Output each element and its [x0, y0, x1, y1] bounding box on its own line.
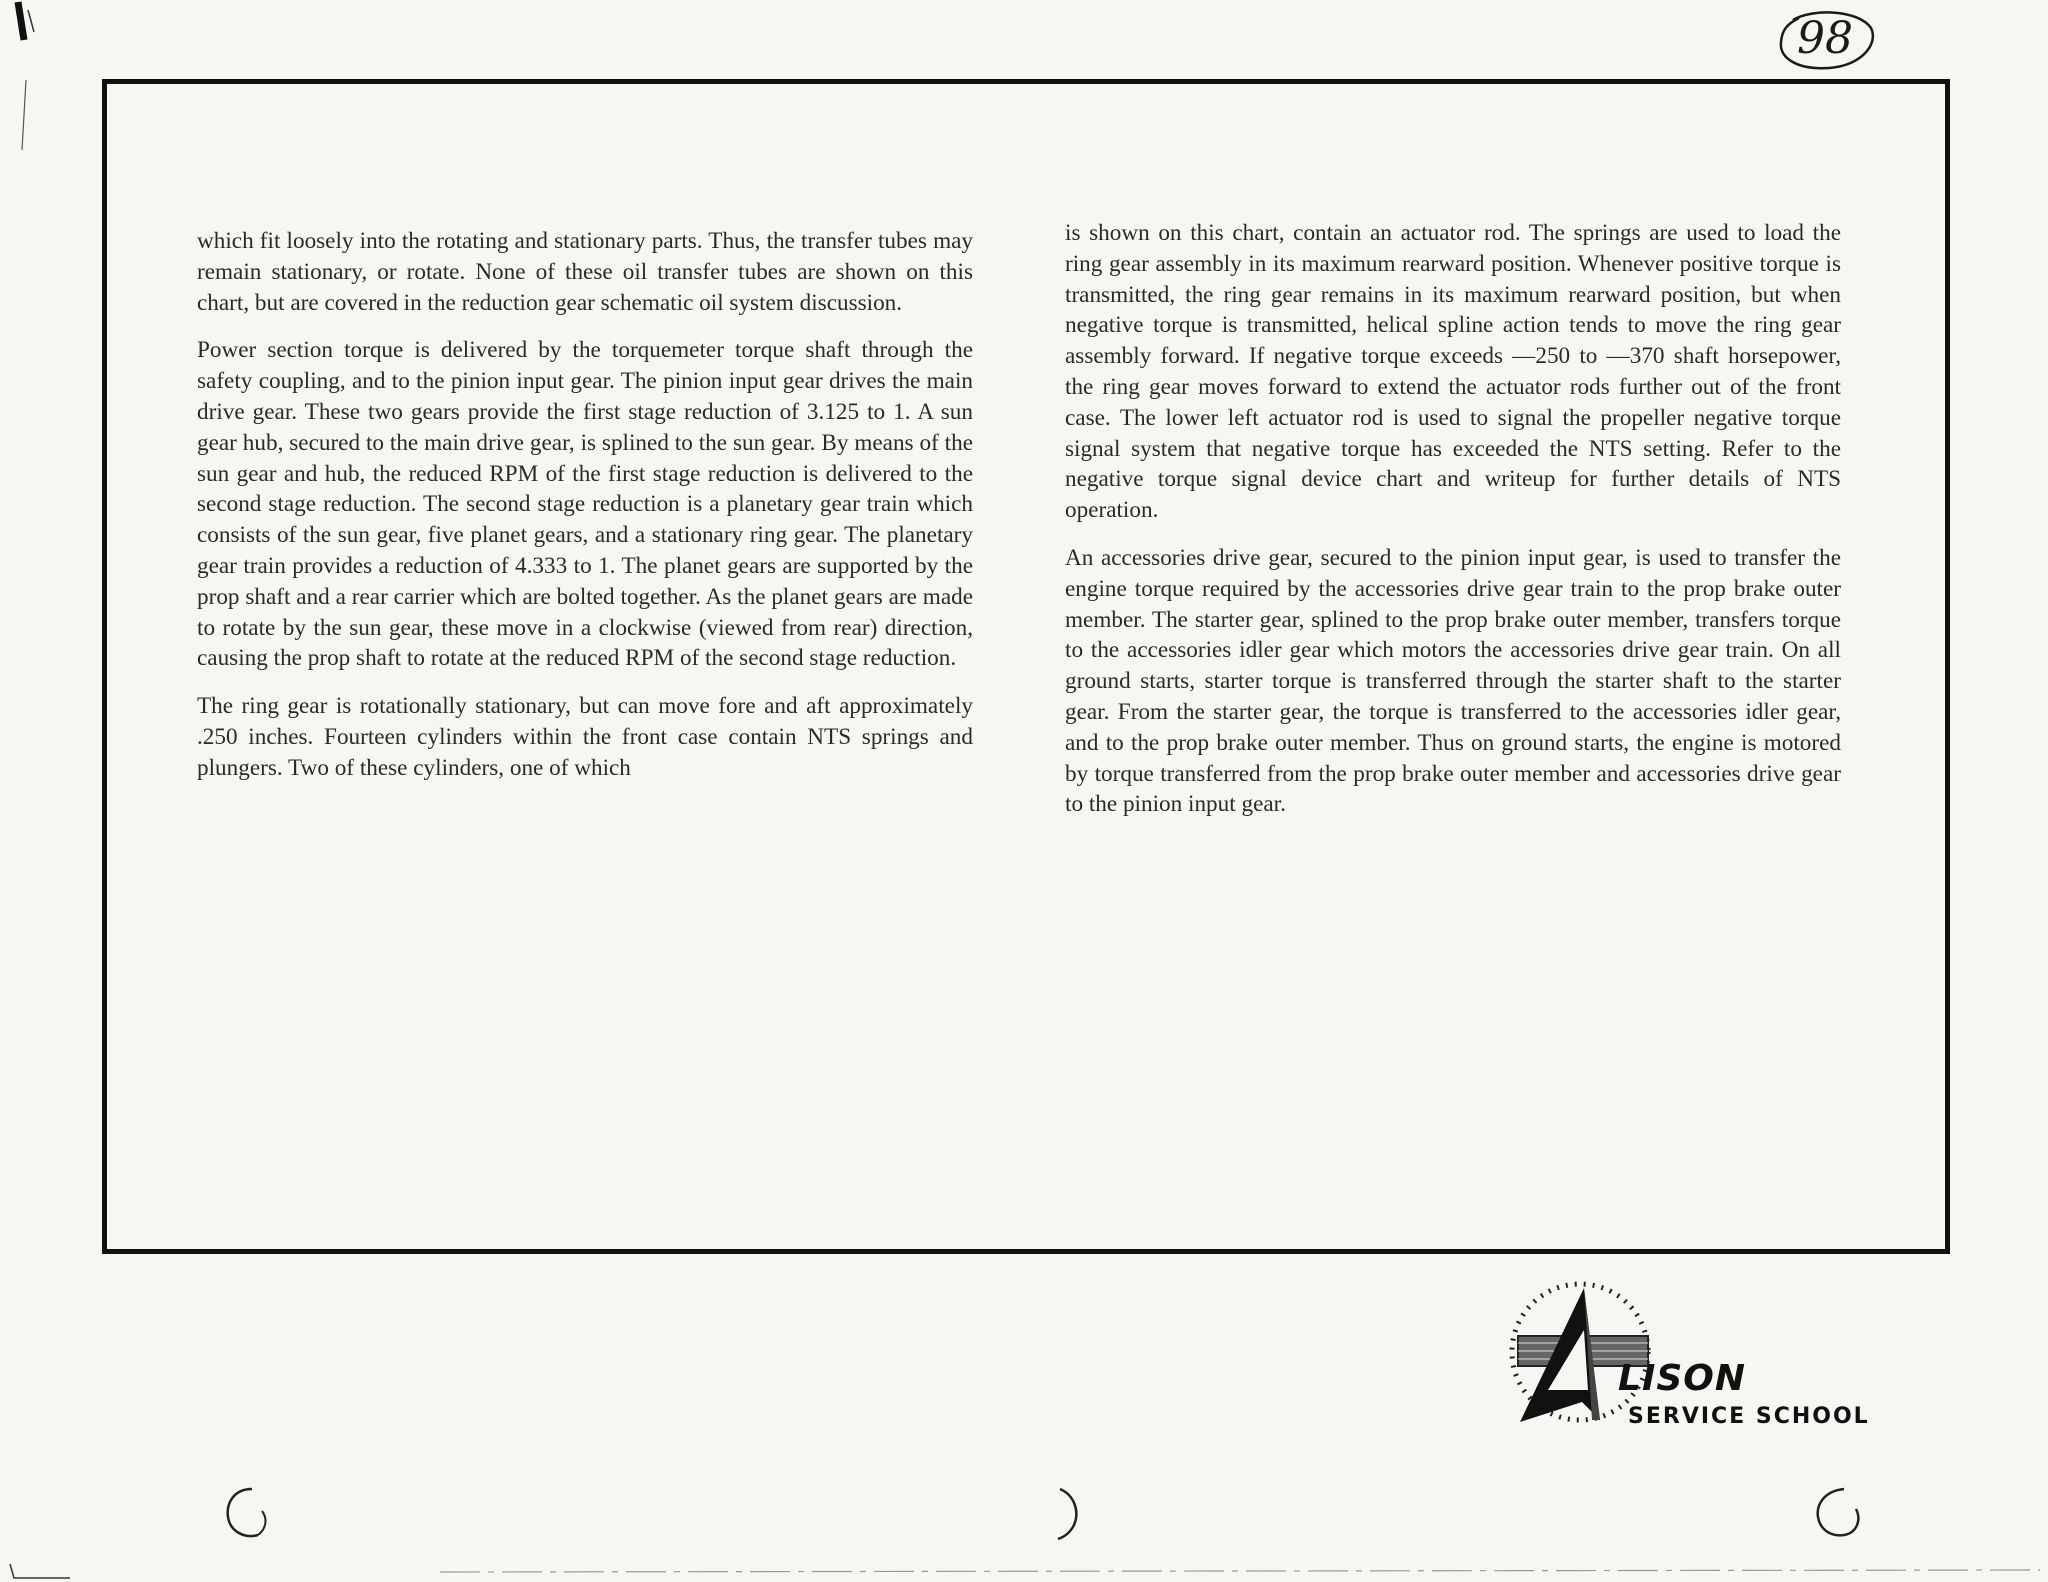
- binder-punch-hole-icon: [1040, 1485, 1096, 1541]
- text-column-right: [1065, 218, 1841, 837]
- page-number-text: 98: [1797, 13, 1853, 64]
- bottom-edge-line-icon: [0, 1560, 2048, 1580]
- logo-subtitle-text: SERVICE SCHOOL: [1628, 1404, 1870, 1429]
- page-number: [1773, 6, 1877, 72]
- paragraph: The ring gear is rotationally stationary, but can move fore and aft approximately .250 inches. Fourteen cylinders within the front case contain NTS springs and plungers. Two of these cylinders, one of which: [197, 693, 973, 781]
- binder-punch-hole-icon: [1810, 1485, 1866, 1541]
- paragraph: An accessories drive gear, secured to the pinion input gear, is used to transfer the engine torque required by the accessories drive gear train to the prop brake outer member. The starter gear, splined to the prop brake outer member, transfers torque to the accessories idler gear which motors the accessories drive gear train. On all ground starts, starter torque is transferred through the starter shaft to the starter gear. From the starter gear, the torque is transferred to the accessories idler gear, and to the prop brake outer member. Thus on ground starts, the engine is motored by torque transferred from the prop brake outer member and accessories drive gear to the pinion input gear.: [1065, 544, 1841, 818]
- margin-scratch-icon: [4, 0, 64, 180]
- text-column-left: [197, 226, 973, 801]
- allison-service-school-logo: [1500, 1270, 1880, 1440]
- paragraph: Power section torque is delivered by the torquemeter torque shaft through the safety coupling, and to the pinion input gear. The pinion input gear drives the main drive gear. These two gears provide the first stage reduction of 3.125 to 1. A sun gear hub, secured to the main drive gear, is splined to the sun gear. By means of the sun gear and hub, the reduced RPM of the first stage reduction is delivered to the second stage reduction. The second stage reduction is a planetary gear train which consists of the sun gear, five planet gears, and a stationary ring gear. The planetary gear train provides a reduction of 4.333 to 1. The planet gears are supported by the prop shaft and a rear carrier which are bolted together. As the planet gears are made to rotate by the sun gear, these move in a clockwise (viewed from rear) direction, causing the prop shaft to rotate at the reduced RPM of the second stage reduction.: [197, 337, 973, 672]
- paragraph: is shown on this chart, contain an actuator rod. The springs are used to load the ring gear assembly in its maximum rearward position. Whenever positive torque is transmitted, the ring gear remains in its maximum rearward position, but when negative torque is transmitted, helical spline action tends to move the ring gear assembly forward. If negative torque exceeds —250 to —370 shaft horsepower, the ring gear moves forward to extend the actuator rods further out of the front case. The lower left actuator rod is used to signal the propeller negative torque signal system that negative torque has exceeded the NTS setting. Refer to the negative torque signal device chart and writeup for further details of NTS operation.: [1065, 220, 1841, 524]
- paragraph: which fit loosely into the rotating and stationary parts. Thus, the transfer tubes may remain stationary, or rotate. None of these oil transfer tubes are shown on this chart, but are covered in the reduction gear schematic oil system discussion.: [197, 228, 973, 316]
- logo-brand-text: LISON: [1618, 1358, 1746, 1399]
- binder-punch-hole-icon: [222, 1485, 278, 1541]
